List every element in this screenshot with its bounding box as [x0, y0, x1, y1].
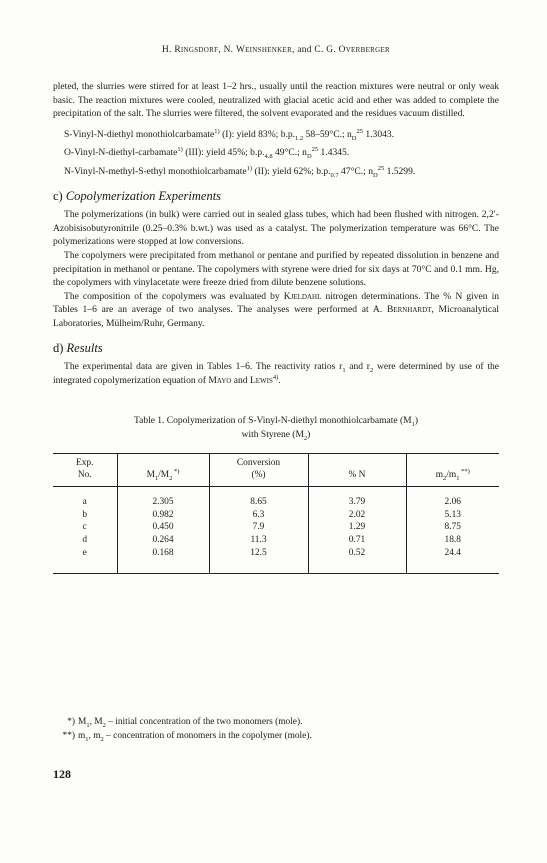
table-header-row: [53, 454, 499, 487]
footnote-mark: **): [459, 468, 470, 476]
compound-line-3: [53, 165, 499, 179]
cell-percent-n: 0.52: [308, 547, 406, 574]
author-name: Overberger: [338, 45, 391, 55]
section-c-paragraph-2: The copolymers were precipitated from methanol or pentane and purified by repeated dissolution in benzene and precipitation in methanol or pentane. The copolymers with styrene were dried for six days at 70°C and 0.1 mm. Hg, the copolymers with vinylacetate were freeze dried from dilute benzene solutions.: [53, 249, 499, 289]
header-monomer-ratio: [117, 454, 209, 487]
refractive-index: 1.3043.: [363, 128, 395, 140]
text-run: ): [307, 430, 311, 441]
compound-line-2: [53, 146, 499, 160]
text-run: nitrogen determinations. The % N given in Tables 1–6 are an average of two analyses. The analyses were performed at A.: [53, 290, 499, 316]
cell-copolymer-ratio: 24.4: [406, 547, 499, 574]
cell-copolymer-ratio: 2.06: [406, 487, 499, 509]
compound-yield: (III): yield 45%; b.p.: [182, 147, 265, 159]
cell-ratio: 2.305: [117, 487, 209, 509]
subscript: 1: [86, 721, 90, 729]
cell-percent-n: 0.71: [308, 534, 406, 547]
author-separator: , and C. G.: [292, 45, 339, 55]
table-row: [53, 509, 499, 522]
cell-ratio: 0.264: [117, 534, 209, 547]
subscript: 1: [342, 367, 346, 374]
person-name: Bernhardt: [386, 304, 432, 316]
author-name: Weinshenker: [235, 45, 293, 55]
cell-ratio: 0.982: [117, 509, 209, 522]
footnote-text: M: [78, 717, 87, 727]
footnote-text: – concentration of monomers in the copolymer (mole).: [103, 731, 312, 741]
cell-conversion: 8.65: [209, 487, 308, 509]
table-caption-line-1: [53, 414, 499, 428]
footnote-key: *): [67, 717, 75, 727]
compound-name: O-Vinyl-N-diethyl-carbamate: [64, 147, 178, 159]
text-run: and r: [345, 361, 370, 373]
pressure-sub: 1.2: [295, 134, 304, 142]
author-initial: H.: [161, 45, 175, 55]
author-name: Ringsdorf: [174, 45, 219, 55]
compound-line-1: [53, 128, 499, 142]
cell-percent-n: 3.79: [308, 487, 406, 509]
cell-copolymer-ratio: 8.75: [406, 521, 499, 534]
body-text: [53, 80, 499, 574]
footnote-text: – initial concentration of the two monomers (mole).: [105, 717, 303, 727]
subscript: 1: [85, 735, 89, 743]
section-d-paragraph: [53, 360, 499, 387]
reference-mark: 4): [272, 373, 279, 381]
compound-yield: (II): yield 62%; b.p.: [252, 165, 331, 177]
running-head: [53, 45, 499, 55]
header-copolymer-ratio: [406, 454, 499, 487]
header-percent-n: % N: [308, 454, 406, 487]
table-caption: [53, 414, 499, 442]
cell-exp: e: [82, 547, 87, 558]
subscript: 2: [303, 435, 308, 443]
subscript: 1: [154, 475, 159, 483]
page-number: 128: [53, 767, 71, 781]
cell-copolymer-ratio: 18.8: [406, 534, 499, 547]
cell-conversion: 12.5: [209, 547, 308, 574]
header-exp-no: [53, 454, 117, 487]
section-c-heading: [53, 190, 499, 204]
cell-conversion: 11.3: [209, 534, 308, 547]
text-run: with Styrene (M: [241, 430, 304, 441]
text-run: .: [278, 374, 281, 386]
cell-exp: b: [82, 509, 88, 520]
section-label: d): [53, 340, 64, 355]
cell-percent-n: 1.29: [308, 521, 406, 534]
reference-mark: 1): [214, 127, 220, 135]
footnote-text: , m: [88, 731, 101, 741]
person-name: Lewis: [249, 374, 273, 386]
footnote-key: **): [62, 731, 75, 741]
reference-mark: 1): [177, 146, 183, 154]
cell-exp: d: [82, 535, 88, 546]
boiling-point: 49°C.; n: [272, 147, 307, 159]
compound-name: S-Vinyl-N-diethyl monothiolcarbamate: [64, 128, 215, 140]
cell-exp: a: [82, 497, 87, 508]
header-text: m: [435, 470, 444, 481]
header-text: /m: [446, 470, 457, 481]
cell-percent-n: 2.02: [308, 509, 406, 522]
reference-mark: 1): [246, 164, 253, 172]
index-sup: 25: [311, 146, 319, 154]
subscript: 1: [411, 421, 415, 429]
footnote-1: [53, 715, 499, 729]
refractive-index: 1.5299.: [384, 165, 416, 177]
text-run: , Microanalytical Laboratories, Mülheim/Ruhr, Germany.: [53, 304, 499, 329]
index-sub: D: [351, 134, 357, 142]
intro-paragraph: pleted, the slurries were stirred for at least 1–2 hrs., usually until the reaction mixtures were neutral or only weak basic. The reaction mixtures were cooled, neutralized with glacial acetic acid and ether was added to complete the precipitation of the salt. The slurries were filtered, the solvent evaporated and the residues vacuum distilled.: [53, 81, 499, 120]
index-sup: 25: [377, 164, 385, 172]
text-run: were determined by use of the integrated copolymerization equation of: [53, 361, 499, 386]
header-text: M: [146, 470, 155, 481]
subscript: 2: [169, 475, 173, 483]
header-text: /M: [158, 470, 170, 481]
footnote-text: , M: [89, 717, 103, 727]
footnote-mark: *): [172, 468, 180, 476]
section-d-heading: [53, 342, 499, 356]
index-sub: D: [373, 171, 378, 179]
footnotes: [53, 715, 499, 743]
section-c-paragraph-1: The polymerizations (in bulk) were carried out in sealed glass tubes, which had been flushed with nitrogen. 2,2′-Azobisisobutyronitrile (0.25–0.3% b.wt.) was used as a catalyst. The polymerization temperature was 66°C. The polymerizations were stopped at low conversions.: [53, 209, 499, 248]
index-sub: D: [306, 153, 312, 161]
header-text: No.: [77, 470, 92, 481]
footnote-text: m: [78, 731, 86, 741]
table-row: [53, 487, 499, 509]
table-row: [53, 534, 499, 547]
section-c-paragraph-3: [53, 290, 499, 331]
header-text: Conversion: [236, 458, 281, 469]
cell-exp: c: [82, 522, 87, 533]
compound-yield: (I): yield 83%; b.p.: [219, 128, 296, 140]
text-run: Table 1. Copolymerization of S-Vinyl-N-diethyl monothiolcarbamate (M: [133, 416, 412, 427]
subscript: 2: [369, 367, 374, 374]
data-table: [53, 453, 499, 574]
cell-ratio: 0.168: [117, 547, 209, 574]
header-text: Exp.: [76, 458, 94, 469]
header-text: (%): [251, 470, 266, 481]
author-separator: , N.: [218, 45, 236, 55]
text-run: The composition of the copolymers was evaluated by: [64, 290, 284, 302]
boiling-point: 47°C.; n: [338, 165, 373, 177]
table-row: [53, 547, 499, 574]
section-label: c): [53, 188, 63, 203]
cell-ratio: 0.450: [117, 521, 209, 534]
subscript: 2: [100, 735, 104, 743]
header-conversion: [209, 454, 308, 487]
table-caption-line-2: [53, 428, 499, 442]
refractive-index: 1.4345.: [318, 147, 350, 159]
section-title: Results: [66, 340, 103, 355]
section-title: Copolymerization Experiments: [65, 188, 222, 203]
cell-copolymer-ratio: 5.13: [406, 509, 499, 522]
compound-name: N-Vinyl-N-methyl-S-ethyl monothiolcarbamate: [64, 165, 247, 177]
index-sup: 25: [356, 127, 363, 135]
table-row: [53, 521, 499, 534]
subscript: 2: [443, 475, 447, 483]
boiling-point: 58–59°C.; n: [303, 128, 352, 140]
pressure-sub: 4.8: [264, 153, 273, 161]
text-run: ): [414, 416, 419, 427]
person-name: Mayo: [208, 374, 232, 386]
footnote-2: [53, 729, 499, 743]
text-run: The experimental data are given in Tables 1–6. The reactivity ratios r: [64, 361, 343, 373]
pressure-sub: 0.7: [330, 171, 339, 179]
cell-conversion: 7.9: [209, 521, 308, 534]
text-run: and: [231, 374, 250, 386]
subscript: 1: [456, 475, 460, 483]
cell-conversion: 6.3: [209, 509, 308, 522]
subscript: 2: [102, 721, 106, 729]
person-name: Kjeldahl: [283, 290, 322, 302]
